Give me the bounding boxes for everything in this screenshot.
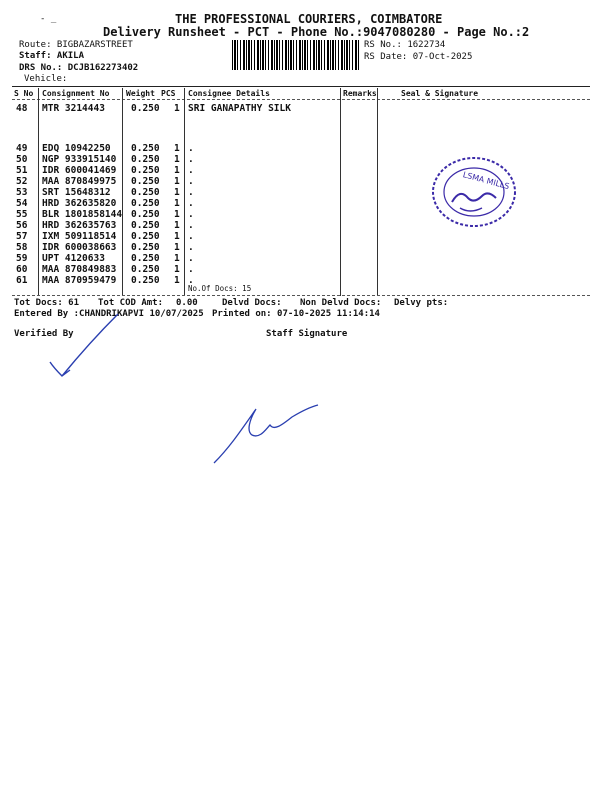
table-header-rule <box>12 99 590 100</box>
row-consignment: HRD 362635820 <box>42 198 117 209</box>
row-consignment: EDQ 10942250 <box>42 143 111 154</box>
table-top-rule <box>12 86 590 87</box>
col-weight: Weight <box>126 89 155 98</box>
row-weight: 0.250 <box>131 209 160 220</box>
header-marks: - _ <box>40 14 57 24</box>
row-consignee-details: . <box>188 176 194 187</box>
row-consignment: MAA 870959479 <box>42 275 117 286</box>
staff-label: Staff: AKILA <box>19 51 85 61</box>
row-sno: 61 <box>16 275 28 286</box>
row-consignment: HRD 362635763 <box>42 220 117 231</box>
no-of-docs: No.Of Docs: 15 <box>188 284 252 293</box>
row-pcs: 1 <box>174 231 180 242</box>
row-weight: 0.250 <box>131 253 160 264</box>
company-seal-stamp <box>424 150 524 235</box>
row-weight: 0.250 <box>131 176 160 187</box>
row-consignee-details: . <box>188 220 194 231</box>
row-consignment: NGP 933915140 <box>42 154 117 165</box>
col-sno: S No <box>14 89 34 98</box>
row-pcs: 1 <box>174 253 180 264</box>
col-consignee: Consignee Details <box>188 89 270 98</box>
row-consignment: SRT 15648312 <box>42 187 111 198</box>
barcode <box>232 40 360 70</box>
row-consignment: MAA 870849883 <box>42 264 117 275</box>
table-row <box>0 242 600 253</box>
row-sno: 57 <box>16 231 28 242</box>
row-pcs: 1 <box>174 103 180 114</box>
row-consignee-details: . <box>188 143 194 154</box>
stamp-text: LSMA MILLS <box>461 170 511 192</box>
table-bottom-rule <box>12 295 590 296</box>
row-consignee-details: . <box>188 253 194 264</box>
row-pcs: 1 <box>174 143 180 154</box>
rs-date: RS Date: 07-Oct-2025 <box>364 52 473 62</box>
row-sno: 50 <box>16 154 28 165</box>
row-consignment: IDR 600038663 <box>42 242 117 253</box>
row-sno: 60 <box>16 264 28 275</box>
table-row <box>0 275 600 286</box>
row-sno: 54 <box>16 198 28 209</box>
row-pcs: 1 <box>174 176 180 187</box>
row-consignment: BLR 1801858144 <box>42 209 123 220</box>
row-weight: 0.250 <box>131 242 160 253</box>
row-consignment: IDR 600041469 <box>42 165 117 176</box>
row-consignee-details: . <box>188 231 194 242</box>
row-consignee-details: . <box>188 275 194 286</box>
staff-signature-scribble <box>210 395 330 470</box>
row-consignee-details: . <box>188 165 194 176</box>
row-sno: 55 <box>16 209 28 220</box>
row-pcs: 1 <box>174 264 180 275</box>
vehicle-label: Vehicle: <box>24 74 68 84</box>
entered-by: Entered By :CHANDRIKAPVI 10/07/2025 <box>14 309 204 319</box>
row-sno: 49 <box>16 143 28 154</box>
total-cod-value: 0.00 <box>176 298 198 308</box>
row-consignment: MTR 3214443 <box>42 103 105 114</box>
row-pcs: 1 <box>174 198 180 209</box>
col-pcs: PCS <box>161 89 176 98</box>
row-weight: 0.250 <box>131 103 160 114</box>
table-row <box>0 264 600 275</box>
rs-number: RS No.: 1622734 <box>364 40 446 50</box>
row-pcs: 1 <box>174 275 180 286</box>
row-sno: 52 <box>16 176 28 187</box>
row-consignee-details: . <box>188 187 194 198</box>
col-seal: Seal & Signature <box>401 89 479 98</box>
row-pcs: 1 <box>174 209 180 220</box>
verified-check-mark <box>40 310 130 385</box>
total-cod-label: Tot COD Amt: <box>98 298 164 308</box>
row-sno: 59 <box>16 253 28 264</box>
runsheet-subtitle: Delivery Runsheet - PCT - Phone No.:9047080280 - Page No.:2 <box>103 25 530 39</box>
col-remarks: Remarks <box>343 89 377 98</box>
row-consignee-details: . <box>188 209 194 220</box>
row-pcs: 1 <box>174 187 180 198</box>
row-consignee-details: SRI GANAPATHY SILK <box>188 103 291 114</box>
table-row <box>0 103 600 114</box>
company-title: THE PROFESSIONAL COURIERS, COIMBATORE <box>175 12 443 26</box>
row-sno: 48 <box>16 103 28 114</box>
row-pcs: 1 <box>174 220 180 231</box>
delivered-docs: Delvd Docs: <box>222 298 282 308</box>
non-delivered-docs: Non Delvd Docs: <box>300 298 382 308</box>
row-weight: 0.250 <box>131 264 160 275</box>
row-consignment: IXM 509118514 <box>42 231 117 242</box>
row-sno: 58 <box>16 242 28 253</box>
route-label: Route: BIGBAZARSTREET <box>19 40 133 50</box>
row-sno: 53 <box>16 187 28 198</box>
row-consignee-details: . <box>188 154 194 165</box>
row-weight: 0.250 <box>131 220 160 231</box>
delivery-points: Delvy pts: <box>394 298 449 308</box>
total-docs: Tot Docs: 61 <box>14 298 80 308</box>
row-sno: 51 <box>16 165 28 176</box>
row-consignment: UPT 4120633 <box>42 253 105 264</box>
row-weight: 0.250 <box>131 187 160 198</box>
row-sno: 56 <box>16 220 28 231</box>
table-row <box>0 253 600 264</box>
row-consignee-details: . <box>188 198 194 209</box>
drs-number: DRS No.: DCJB162273402 <box>19 63 139 73</box>
row-consignment: MAA 870849975 <box>42 176 117 187</box>
row-consignee-details: . <box>188 264 194 275</box>
row-consignee-details: . <box>188 242 194 253</box>
row-pcs: 1 <box>174 154 180 165</box>
row-weight: 0.250 <box>131 231 160 242</box>
row-weight: 0.250 <box>131 143 160 154</box>
row-weight: 0.250 <box>131 165 160 176</box>
col-consignment: Consignment No <box>42 89 110 98</box>
row-weight: 0.250 <box>131 275 160 286</box>
printed-on: Printed on: 07-10-2025 11:14:14 <box>212 309 380 319</box>
table-header <box>0 88 600 98</box>
row-pcs: 1 <box>174 242 180 253</box>
row-weight: 0.250 <box>131 154 160 165</box>
row-weight: 0.250 <box>131 198 160 209</box>
staff-signature-label: Staff Signature <box>266 329 348 339</box>
row-pcs: 1 <box>174 165 180 176</box>
verified-by: Verified By <box>14 329 74 339</box>
